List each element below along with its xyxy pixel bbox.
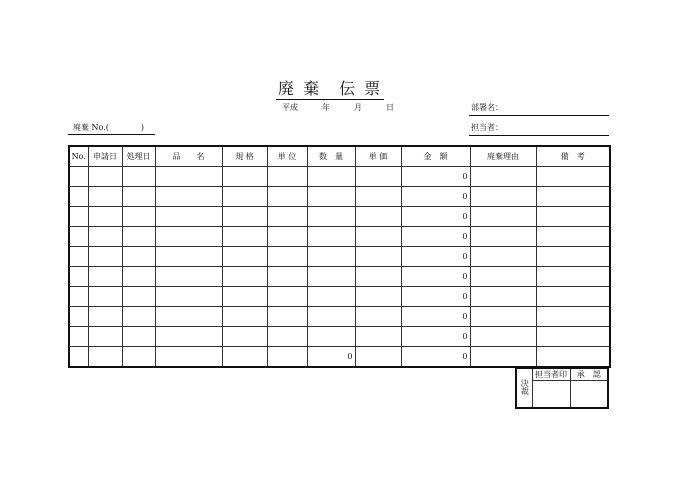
cell-quantity[interactable] — [307, 207, 355, 227]
header-unit: 単 位 — [267, 146, 307, 167]
cell-spec[interactable] — [222, 247, 267, 267]
cell-item-name[interactable] — [155, 207, 222, 227]
dept-label: 部署名： — [471, 103, 503, 112]
cell-quantity[interactable] — [307, 187, 355, 207]
cell-unit-price[interactable] — [355, 187, 401, 207]
cell-reason[interactable] — [470, 307, 536, 327]
cell-quantity[interactable] — [307, 247, 355, 267]
cell-no[interactable] — [69, 227, 88, 247]
person-underline — [469, 135, 609, 136]
cell-item-name[interactable] — [155, 287, 222, 307]
header-no: No. — [69, 146, 88, 167]
cell-no[interactable] — [69, 267, 88, 287]
approval-col-person-seal: 担当者印 — [532, 368, 570, 381]
table-row — [69, 287, 610, 307]
header-remarks: 備 考 — [536, 146, 610, 167]
cell-unit[interactable] — [267, 267, 307, 287]
cell-remarks[interactable] — [536, 167, 610, 187]
header-quantity: 数 量 — [307, 146, 355, 167]
table-row — [69, 227, 610, 247]
cell-unit[interactable] — [267, 207, 307, 227]
cell-item-name[interactable] — [155, 347, 222, 368]
cell-unit[interactable] — [267, 327, 307, 347]
table-row — [69, 267, 610, 287]
cell-unit[interactable] — [267, 307, 307, 327]
cell-quantity[interactable]: 0 — [307, 347, 355, 368]
header-unit-price: 単 価 — [355, 146, 401, 167]
cell-unit-price[interactable] — [355, 267, 401, 287]
cell-no[interactable] — [69, 187, 88, 207]
cell-amount[interactable]: 0 — [401, 287, 470, 307]
cell-reason[interactable] — [470, 267, 536, 287]
cell-no[interactable] — [69, 207, 88, 227]
table-row — [69, 187, 610, 207]
cell-reason[interactable] — [470, 247, 536, 267]
cell-request-date[interactable] — [88, 327, 122, 347]
cell-quantity[interactable] — [307, 307, 355, 327]
cell-unit[interactable] — [267, 247, 307, 267]
cell-unit-price[interactable] — [355, 287, 401, 307]
cell-spec[interactable] — [222, 227, 267, 247]
cell-amount[interactable]: 0 — [401, 227, 470, 247]
cell-request-date[interactable] — [88, 207, 122, 227]
cell-process-date[interactable] — [122, 167, 155, 187]
cell-unit[interactable] — [267, 187, 307, 207]
cell-unit-price[interactable] — [355, 207, 401, 227]
cell-spec[interactable] — [222, 327, 267, 347]
cell-unit[interactable] — [267, 227, 307, 247]
page-title: 廃 棄 伝 票 — [278, 79, 383, 98]
cell-item-name[interactable] — [155, 307, 222, 327]
approval-side-label: 決裁 — [516, 368, 532, 408]
cell-reason[interactable] — [470, 187, 536, 207]
cell-amount[interactable]: 0 — [401, 247, 470, 267]
cell-unit[interactable] — [267, 167, 307, 187]
cell-process-date[interactable] — [122, 247, 155, 267]
cell-reason[interactable] — [470, 327, 536, 347]
cell-reason[interactable] — [470, 227, 536, 247]
cell-unit-price[interactable] — [355, 307, 401, 327]
cell-process-date[interactable] — [122, 307, 155, 327]
cell-unit-price[interactable] — [355, 347, 401, 368]
person-label: 担当者： — [471, 123, 503, 132]
cell-remarks[interactable] — [536, 187, 610, 207]
cell-remarks[interactable] — [536, 207, 610, 227]
cell-remarks[interactable] — [536, 287, 610, 307]
cell-request-date[interactable] — [88, 227, 122, 247]
cell-no[interactable] — [69, 327, 88, 347]
approval-box — [515, 367, 609, 409]
header-item-name: 品 名 — [155, 146, 222, 167]
cell-remarks[interactable] — [536, 307, 610, 327]
disposal-no-label: 廃棄 No.( ) — [73, 123, 145, 132]
cell-amount[interactable]: 0 — [401, 347, 470, 368]
cell-amount[interactable]: 0 — [401, 167, 470, 187]
cell-process-date[interactable] — [122, 267, 155, 287]
header-spec: 規 格 — [222, 146, 267, 167]
cell-reason[interactable] — [470, 167, 536, 187]
table-row — [69, 247, 610, 267]
table-row — [69, 207, 610, 227]
approval-approve-cell[interactable] — [570, 381, 608, 409]
cell-spec[interactable] — [222, 347, 267, 368]
table-header-row — [69, 146, 610, 167]
cell-remarks[interactable] — [536, 247, 610, 267]
cell-process-date[interactable] — [122, 207, 155, 227]
cell-amount[interactable]: 0 — [401, 207, 470, 227]
cell-item-name[interactable] — [155, 247, 222, 267]
cell-request-date[interactable] — [88, 187, 122, 207]
cell-request-date[interactable] — [88, 307, 122, 327]
cell-item-name[interactable] — [155, 227, 222, 247]
cell-spec[interactable] — [222, 167, 267, 187]
cell-quantity[interactable] — [307, 167, 355, 187]
cell-process-date[interactable] — [122, 327, 155, 347]
cell-no[interactable] — [69, 167, 88, 187]
cell-remarks[interactable] — [536, 227, 610, 247]
cell-amount[interactable]: 0 — [401, 267, 470, 287]
cell-no[interactable] — [69, 307, 88, 327]
date-label: 平成 年 月 日 — [282, 103, 394, 112]
table-row — [69, 167, 610, 187]
approval-col-approve: 承 認 — [570, 368, 608, 381]
cell-reason[interactable] — [470, 287, 536, 307]
cell-process-date[interactable] — [122, 347, 155, 368]
disposal-table — [68, 145, 611, 368]
cell-unit[interactable] — [267, 347, 307, 368]
cell-request-date[interactable] — [88, 167, 122, 187]
cell-no[interactable] — [69, 287, 88, 307]
cell-process-date[interactable] — [122, 187, 155, 207]
cell-spec[interactable] — [222, 287, 267, 307]
dept-underline — [469, 115, 609, 116]
header-process-date: 処理日 — [122, 146, 155, 167]
table-row — [69, 327, 610, 347]
cell-unit-price[interactable] — [355, 247, 401, 267]
cell-amount[interactable]: 0 — [401, 187, 470, 207]
cell-remarks[interactable] — [536, 327, 610, 347]
cell-no[interactable] — [69, 247, 88, 267]
cell-amount[interactable]: 0 — [401, 307, 470, 327]
disposal-no-underline — [68, 134, 155, 135]
cell-item-name[interactable] — [155, 187, 222, 207]
cell-remarks[interactable] — [536, 347, 610, 368]
cell-item-name[interactable] — [155, 327, 222, 347]
cell-amount[interactable]: 0 — [401, 327, 470, 347]
cell-spec[interactable] — [222, 187, 267, 207]
table-row — [69, 347, 610, 368]
cell-remarks[interactable] — [536, 267, 610, 287]
cell-request-date[interactable] — [88, 347, 122, 368]
cell-request-date[interactable] — [88, 247, 122, 267]
cell-spec[interactable] — [222, 207, 267, 227]
cell-quantity[interactable] — [307, 267, 355, 287]
cell-request-date[interactable] — [88, 287, 122, 307]
cell-no[interactable] — [69, 347, 88, 368]
cell-unit-price[interactable] — [355, 327, 401, 347]
cell-item-name[interactable] — [155, 267, 222, 287]
cell-spec[interactable] — [222, 267, 267, 287]
cell-request-date[interactable] — [88, 267, 122, 287]
cell-process-date[interactable] — [122, 287, 155, 307]
header-amount: 金 額 — [401, 146, 470, 167]
cell-reason[interactable] — [470, 347, 536, 368]
cell-quantity[interactable] — [307, 227, 355, 247]
cell-quantity[interactable] — [307, 287, 355, 307]
table-row — [69, 307, 610, 327]
header-reason: 廃棄理由 — [470, 146, 536, 167]
cell-unit-price[interactable] — [355, 227, 401, 247]
header-request-date: 申請日 — [88, 146, 122, 167]
cell-unit-price[interactable] — [355, 167, 401, 187]
cell-process-date[interactable] — [122, 227, 155, 247]
approval-seal-cell[interactable] — [532, 381, 570, 409]
cell-unit[interactable] — [267, 287, 307, 307]
cell-reason[interactable] — [470, 207, 536, 227]
cell-spec[interactable] — [222, 307, 267, 327]
cell-quantity[interactable] — [307, 327, 355, 347]
cell-item-name[interactable] — [155, 167, 222, 187]
